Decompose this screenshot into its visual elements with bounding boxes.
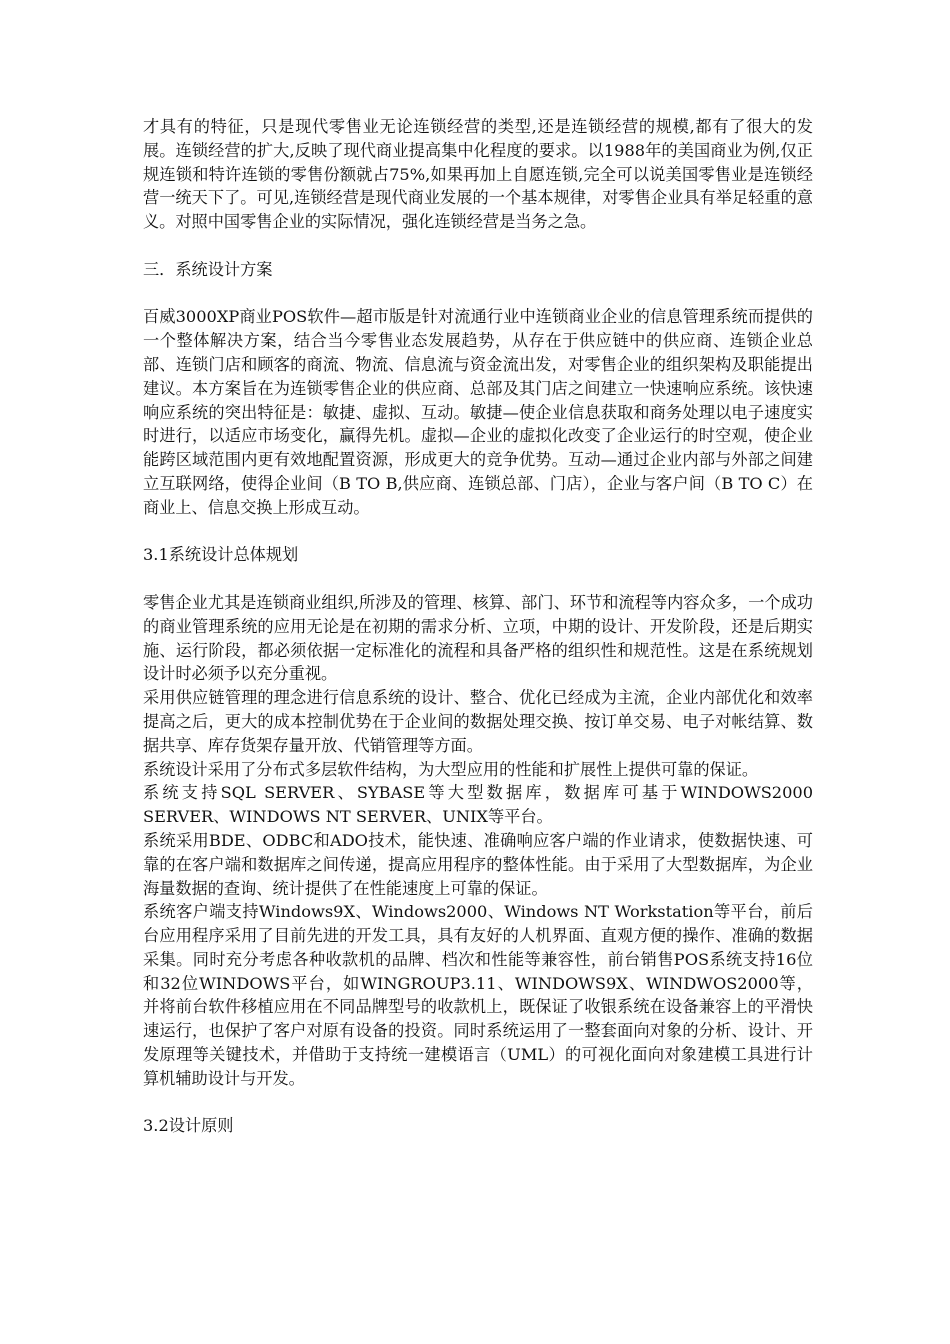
paragraph-gap — [143, 282, 813, 306]
document-page — [143, 115, 813, 1138]
paragraph-gap — [143, 234, 813, 258]
section-3-1-paragraph: 系统采用BDE、ODBC和ADO技术，能快速、准确响应客户端的作业请求，使数据快速、可靠的在客户端和数据库之间传递，提高应用程序的整体性能。由于采用了大型数据库，为企业海量数据的查询、统计提供了在性能速度上可靠的保证。 — [143, 830, 813, 898]
section-3-1-paragraph: 零售企业尤其是连锁商业组织,所涉及的管理、核算、部门、环节和流程等内容众多，一个成功的商业管理系统的应用无论是在初期的需求分析、立项，中期的设计、开发阶段，还是后期实施、运行阶段，都必须依据一定标准化的流程和具备严格的组织性和规范性。这是在系统规划设计时必须予以充分重视。 — [143, 592, 813, 684]
intro-paragraph: 才具有的特征，只是现代零售业无论连锁经营的类型,还是连锁经营的规模,都有了很大的发展。连锁经营的扩大,反映了现代商业提高集中化程度的要求。以1988年的美国商业为例,仅正规连锁和特许连锁的零售份额就占75%,如果再加上自愿连锁,完全可以说美国零售业是连锁经营一统天下了。可见,连锁经营是现代商业发展的一个基本规律，对零售企业具有举足轻重的意义。对照中国零售企业的实际情况，强化连锁经营是当务之急。 — [143, 117, 813, 232]
paragraph-gap — [143, 1091, 813, 1115]
section-3-2-heading: 3.2设计原则 — [143, 1116, 234, 1136]
section-3-1-paragraph: 系统设计采用了分布式多层软件结构，为大型应用的性能和扩展性上提供可靠的保证。 — [143, 759, 759, 779]
section-3-1-heading: 3.1系统设计总体规划 — [143, 545, 299, 565]
section-3-paragraph: 百威3000XP商业POS软件—超市版是针对流通行业中连锁商业企业的信息管理系统而提供的一个整体解决方案，结合当今零售业态发展趋势，从存在于供应链中的供应商、连锁企业总部、连锁门店和顾客的商流、物流、信息流与资金流出发，对零售企业的组织架构及职能提出建议。本方案旨在为连锁零售企业的供应商、总部及其门店之间建立一快速响应系统。该快速响应系统的突出特征是：敏捷、虚拟、互动。敏捷—使企业信息获取和商务处理以电子速度实时进行，以适应市场变化，赢得先机。虚拟—企业的虚拟化改变了企业运行的时空观，使企业能跨区域范围内更有效地配置资源，形成更大的竞争优势。互动—通过企业内部与外部之间建立互联网络，使得企业间（B TO B,供应商、连锁总部、门店），企业与客户间（B TO C）在商业上、信息交换上形成互动。 — [143, 307, 813, 517]
section-3-1-paragraph: 采用供应链管理的理念进行信息系统的设计、整合、优化已经成为主流，企业内部优化和效率提高之后，更大的成本控制优势在于企业间的数据处理交换、按订单交易、电子对帐结算、数据共享、库存货架存量开放、代销管理等方面。 — [143, 688, 813, 755]
section-3-1-paragraph: 系统客户端支持Windows9X、Windows2000、Windows NT Workstation等平台，前后台应用程序采用了目前先进的开发工具，具有友好的人机界面、直观方便的操作、准确的数据采集。同时充分考虑各种收款机的品牌、档次和性能等兼容性，前台销售POS系统支持16位和32位WINDOWS平台，如WINGROUP3.11、WINDOWS9X、WINDWOS2000等，并将前台软件移植应用在不同品牌型号的收款机上，既保证了收银系统在设备兼容上的平滑快速运行，也保护了客户对原有设备的投资。同时系统运用了一整套面向对象的分析、设计、开发原理等关键技术，并借助于支持统一建模语言（UML）的可视化面向对象建模工具进行计算机辅助设计与开发。 — [143, 902, 813, 1088]
section-3-heading: 三．系统设计方案 — [143, 259, 273, 279]
paragraph-gap — [143, 520, 813, 544]
section-3-1-paragraph: 系统支持SQL SERVER、SYBASE等大型数据库，数据库可基于WINDOWS2000 SERVER、WINDOWS NT SERVER、UNIX等平台。 — [143, 783, 813, 827]
paragraph-gap — [143, 567, 813, 591]
